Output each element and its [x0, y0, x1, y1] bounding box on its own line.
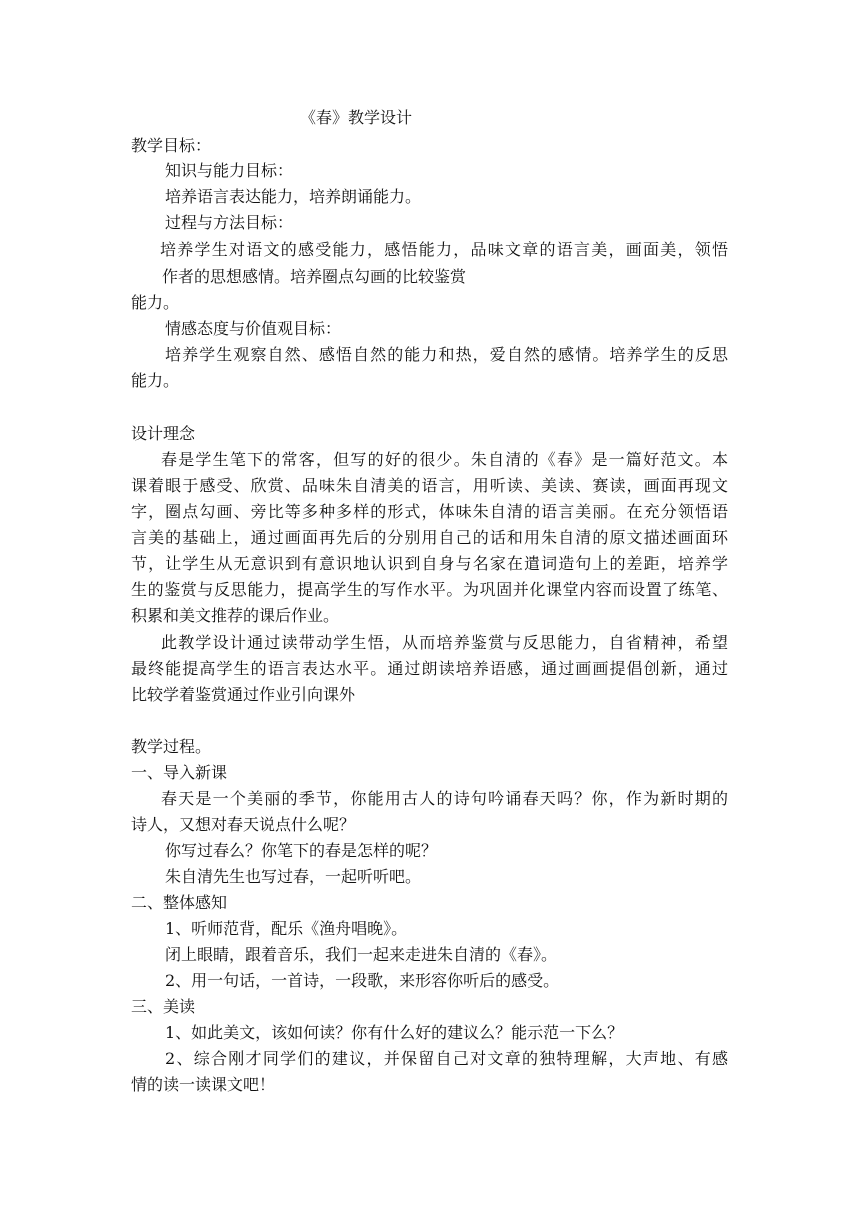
process-heading: 过程与方法目标：	[165, 213, 294, 232]
concept-p1-line: 积累和美文推荐的课后作业。	[131, 606, 340, 625]
section1-heading: 一、导入新课	[131, 763, 228, 782]
concept-p1-line: 节，让学生从无意识到有意识地认识到自身与名家在遣词造句上的差距，培养学	[131, 554, 728, 573]
process-text-line1: 培养学生对语文的感受能力，感悟能力，品味文章的语言美，画面美，领悟	[160, 240, 728, 259]
section3-heading: 三、美读	[131, 997, 196, 1016]
page-title: 《春》教学设计	[300, 108, 413, 127]
section2-item1: 1、听师范背，配乐《渔舟唱晚》。	[165, 919, 408, 938]
concept-p1-line: 生的鉴赏与反思能力，提高学生的写作水平。为巩固并化课堂内容而设置了练笔、	[131, 580, 728, 599]
section2-item2: 2、用一句话，一首诗，一段歌，来形容你听后的感受。	[165, 971, 560, 990]
knowledge-heading: 知识与能力目标：	[165, 161, 294, 180]
section3-item1: 1、如此美文，该如何读？你有什么好的建议么？能示范一下么？	[165, 1023, 624, 1042]
section2-heading: 二、整体感知	[131, 893, 228, 912]
knowledge-text: 培养语言表达能力，培养朗诵能力。	[165, 187, 422, 206]
concept-p2-line: 此教学设计通过读带动学生悟，从而培养鉴赏与反思能力，自省精神，希望	[161, 633, 728, 652]
concept-p2-line: 比较学着鉴赏通过作业引向课外	[131, 685, 356, 704]
concept-p1-line: 字，圈点勾画、旁比等多种多样的形式，体味朱自清的语言美丽。在充分领悟语	[131, 502, 728, 521]
section3-item2-line1: 2、综合刚才同学们的建议，并保留自己对文章的独特理解，大声地、有感	[165, 1049, 728, 1068]
process-text-line3: 能力。	[131, 293, 180, 312]
concept-p1-line: 春是学生笔下的常客，但写的好的很少。朱自清的《春》是一篇好范文。本	[161, 450, 728, 469]
objectives-heading: 教学目标：	[131, 136, 212, 155]
concept-p1-line: 课着眼于感受、欣赏、品味朱自清美的语言，用听读、美读、赛读，画面再现文	[131, 476, 728, 495]
process-text-line2: 作者的思想感情。培养圈点勾画的比较鉴赏	[162, 267, 467, 286]
concept-p2-line: 最终能提高学生的语言表达水平。通过朗读培养语感，通过画画提倡创新，通过	[131, 659, 728, 678]
section1-p3: 朱自清先生也写过春，一起听听吧。	[165, 867, 422, 886]
section3-item2-line2: 情的读一读课文吧！	[131, 1075, 276, 1094]
emotion-heading: 情感态度与价值观目标：	[165, 319, 342, 338]
process-section-heading: 教学过程。	[131, 737, 212, 756]
concept-p1-line: 言美的基础上，通过画面再先后的分别用自己的话和用朱自清的原文描述画面环	[131, 528, 728, 547]
section1-p2: 你写过春么？你笔下的春是怎样的呢？	[165, 841, 438, 860]
section1-p1-line1: 春天是一个美丽的季节，你能用古人的诗句吟诵春天吗？你，作为新时期的	[161, 789, 728, 808]
section2-item1-note: 闭上眼睛，跟着音乐，我们一起来走进朱自清的《春》。	[165, 945, 558, 964]
emotion-text-line1: 培养学生观察自然、感悟自然的能力和热，爱自然的感情。培养学生的反思	[165, 345, 728, 364]
section1-p1-line2: 诗人，又想对春天说点什么呢？	[131, 815, 356, 834]
concept-heading: 设计理念	[131, 424, 196, 443]
emotion-text-line2: 能力。	[131, 371, 180, 390]
